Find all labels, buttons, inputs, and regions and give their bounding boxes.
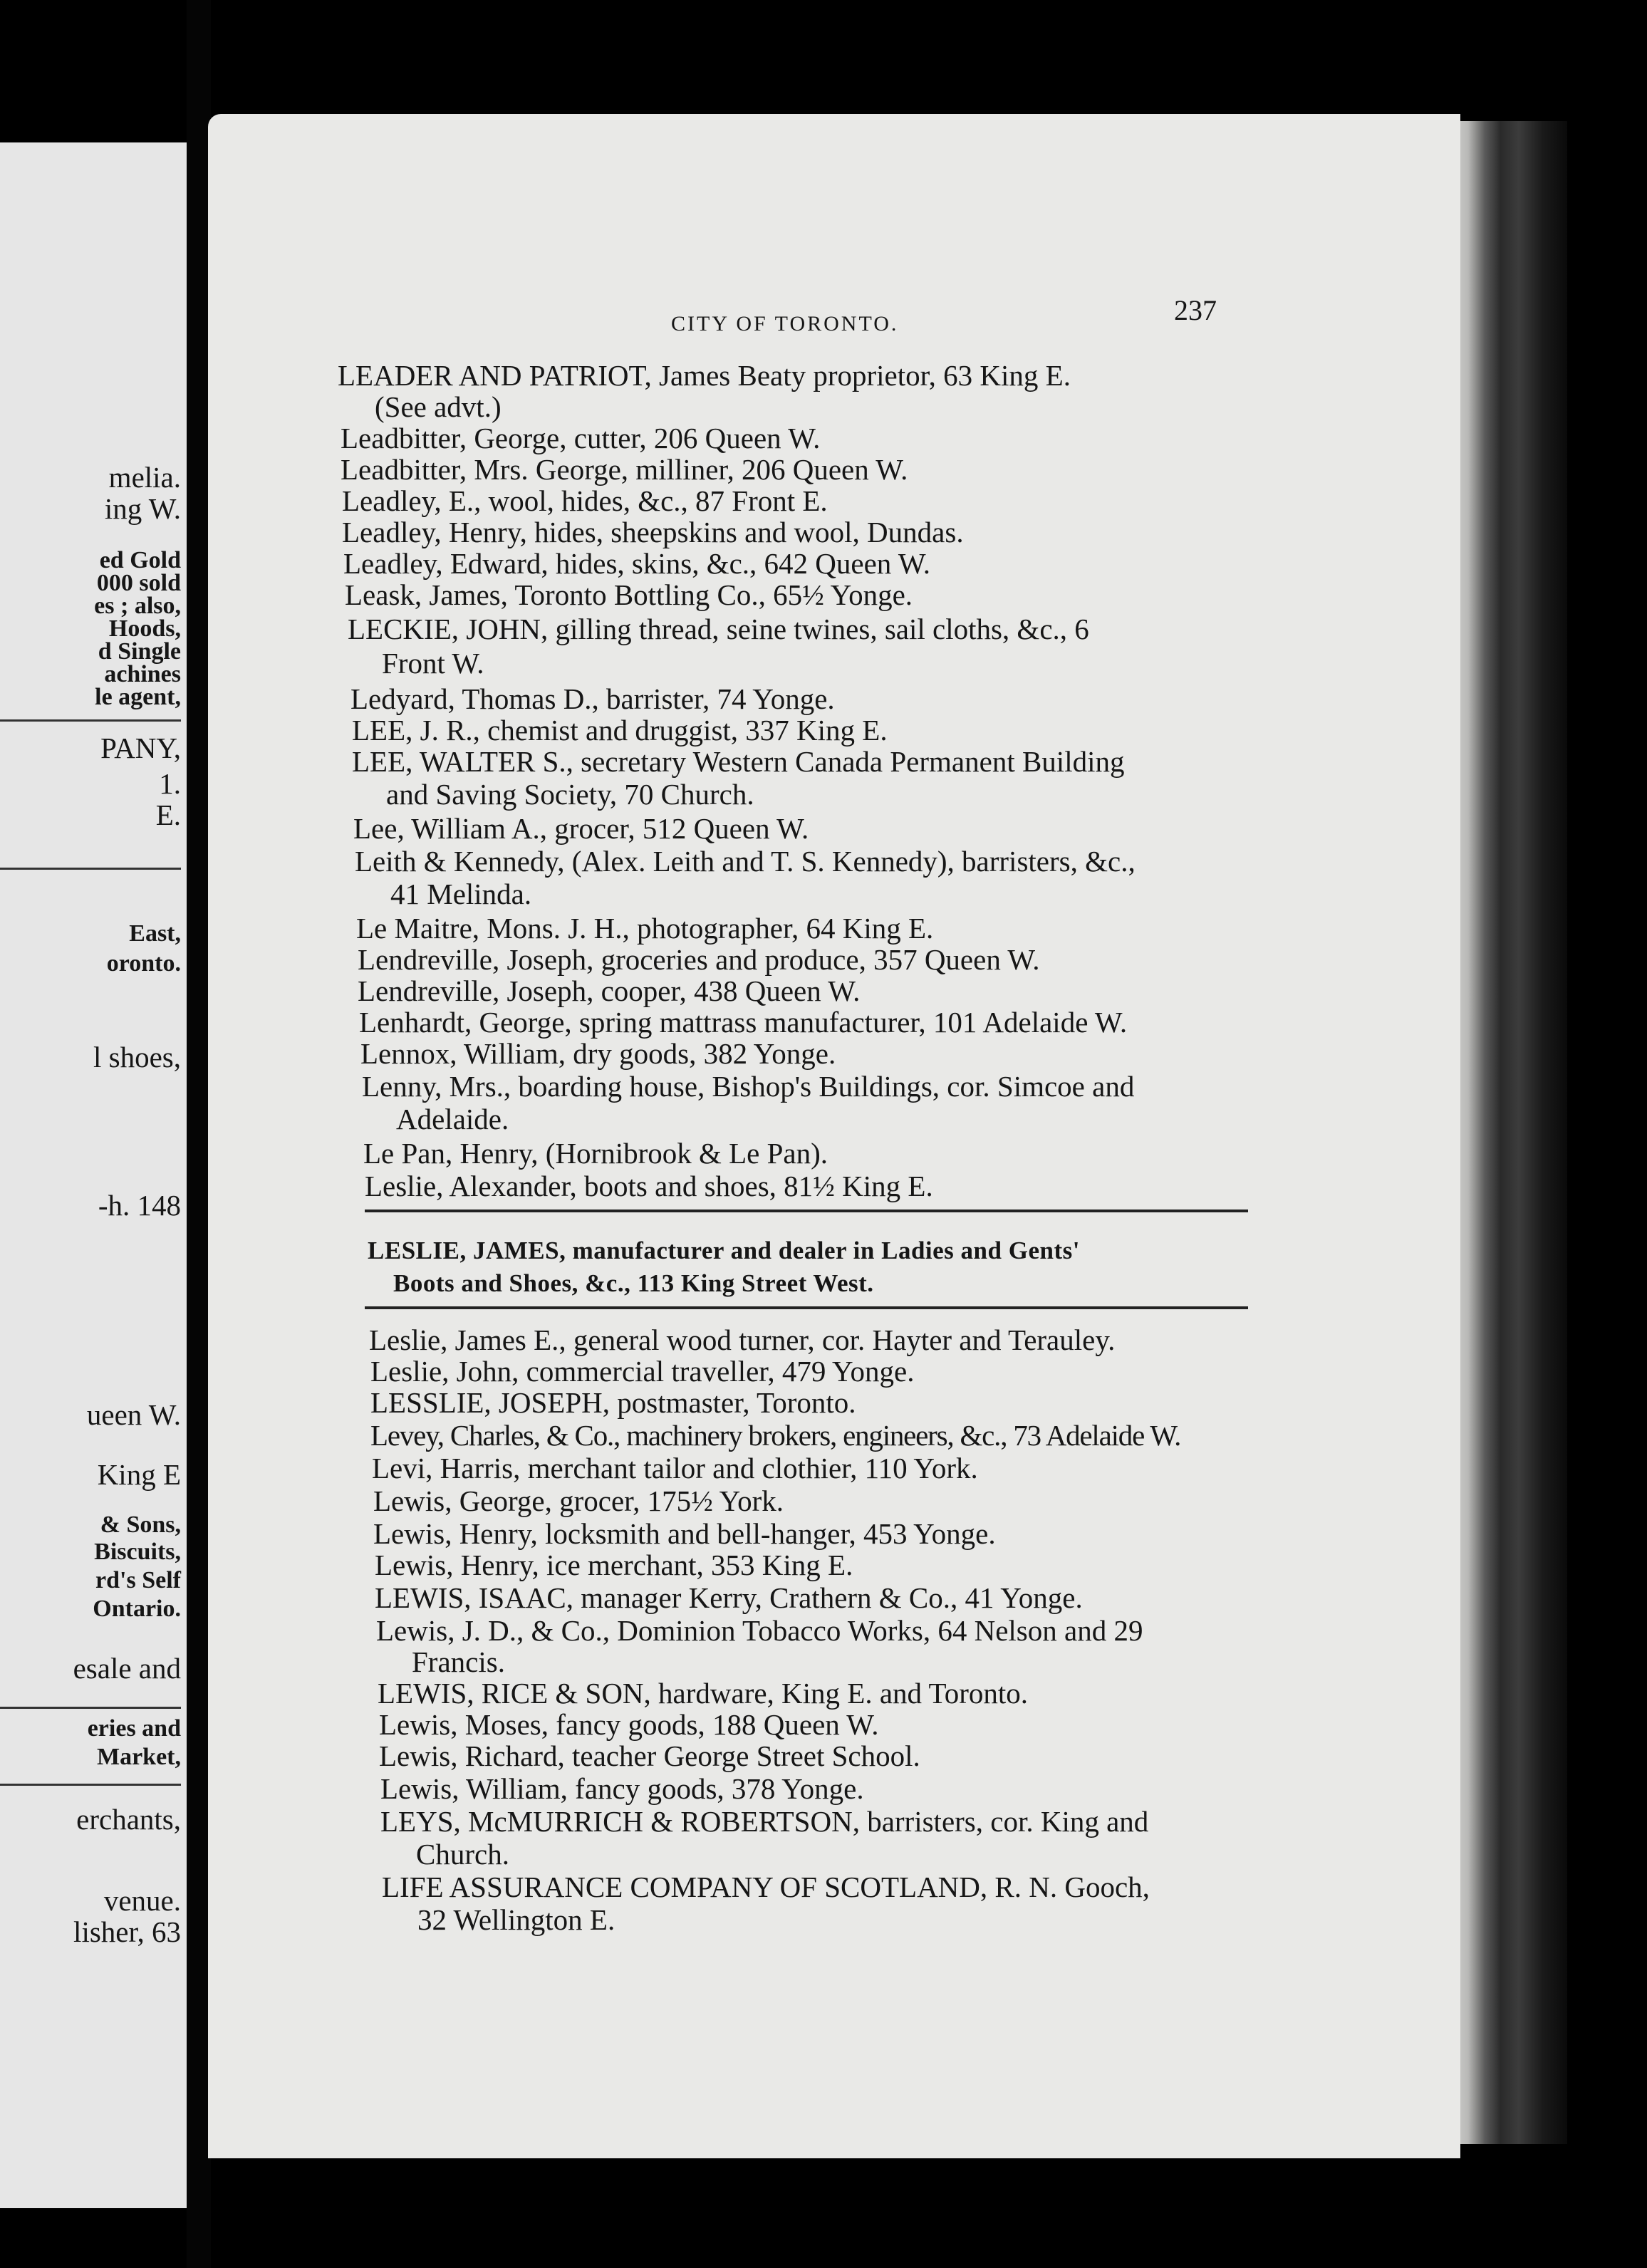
entry-continuation: 32 Wellington E. [417, 1903, 615, 1936]
ad-bottom-rule [365, 1306, 1248, 1309]
left-line: 1. [159, 767, 181, 800]
left-line: Hoods, [108, 615, 181, 642]
left-line: es ; also, [94, 593, 181, 619]
directory-entry: LEADER AND PATRIOT, James Beaty proprietor, 63 King E. [338, 359, 1071, 392]
entry-continuation: Adelaide. [396, 1103, 509, 1135]
left-line: achines [104, 661, 181, 687]
left-line: venue. [103, 1884, 181, 1917]
directory-entry: Levi, Harris, merchant tailor and clothier, 110 York. [372, 1452, 978, 1484]
directory-entry: Lewis, Henry, ice merchant, 353 King E. [375, 1549, 853, 1581]
left-line: ed Gold [99, 547, 181, 573]
directory-entry: Lee, William A., grocer, 512 Queen W. [353, 812, 809, 845]
left-divider [0, 719, 181, 722]
left-line: d Single [98, 638, 181, 665]
directory-entry: Le Maitre, Mons. J. H., photographer, 64 King E. [356, 912, 934, 945]
directory-entry: LEWIS, RICE & SON, hardware, King E. and Toronto. [378, 1677, 1029, 1710]
left-line: Biscuits, [94, 1539, 181, 1565]
left-line: Market, [96, 1744, 181, 1770]
directory-entry: Leadbitter, George, cutter, 206 Queen W. [341, 422, 821, 454]
directory-entry: Leadbitter, Mrs. George, milliner, 206 Queen W. [341, 453, 908, 486]
left-line: erchants, [76, 1803, 181, 1836]
left-line: le agent, [95, 684, 181, 710]
directory-entry: LEYS, McMURRICH & ROBERTSON, barristers, cor. King and [380, 1805, 1149, 1838]
directory-entry: Lewis, J. D., & Co., Dominion Tobacco Works, 64 Nelson and 29 [376, 1614, 1143, 1647]
directory-entry: LECKIE, JOHN, gilling thread, seine twines, sail cloths, &c., 6 [348, 613, 1089, 645]
directory-entry: Leslie, Alexander, boots and shoes, 81½ King E. [365, 1170, 933, 1202]
left-line: ueen W. [86, 1398, 181, 1431]
directory-entry: Lewis, Richard, teacher George Street School. [379, 1739, 920, 1772]
left-line: King E [97, 1458, 181, 1491]
directory-entry: Leith & Kennedy, (Alex. Leith and T. S. Kennedy), barristers, &c., [355, 845, 1136, 878]
left-line: esale and [73, 1652, 181, 1685]
left-line: melia. [108, 461, 181, 494]
left-line: E. [155, 799, 181, 831]
directory-entry: LEWIS, ISAAC, manager Kerry, Crathern & Co., 41 Yonge. [375, 1581, 1083, 1614]
left-line: eries and [87, 1715, 181, 1742]
directory-entry: LESSLIE, JOSEPH, postmaster, Toronto. [370, 1386, 856, 1419]
page-edge-shadow [1446, 121, 1567, 2144]
directory-entry: Lewis, Henry, locksmith and bell-hanger, 453 Yonge. [373, 1517, 996, 1550]
directory-entry: Lewis, Moses, fancy goods, 188 Queen W. [379, 1708, 879, 1741]
directory-entry: Lewis, George, grocer, 175½ York. [373, 1484, 784, 1517]
left-divider [0, 1707, 181, 1709]
left-line: oronto. [106, 950, 181, 977]
running-head: CITY OF TORONTO. [671, 312, 899, 335]
left-line: PANY, [100, 732, 181, 764]
left-line: lisher, 63 [73, 1915, 181, 1948]
left-line: 000 sold [96, 570, 181, 596]
left-line: l shoes, [93, 1041, 181, 1073]
directory-entry: Lewis, William, fancy goods, 378 Yonge. [380, 1772, 864, 1805]
entry-continuation: (See advt.) [375, 390, 502, 423]
directory-entry: Leslie, John, commercial traveller, 479 Yonge. [370, 1355, 915, 1388]
left-line: Ontario. [93, 1596, 181, 1622]
directory-entry: Lenhardt, George, spring mattrass manufacturer, 101 Adelaide W. [359, 1006, 1128, 1039]
left-line: East, [129, 920, 181, 947]
book-gutter [187, 0, 211, 2268]
entry-continuation: and Saving Society, 70 Church. [386, 778, 754, 811]
directory-entry: Le Pan, Henry, (Hornibrook & Le Pan). [363, 1137, 828, 1170]
directory-entry: Leask, James, Toronto Bottling Co., 65½ Yonge. [345, 578, 913, 611]
previous-page-fragment [0, 142, 195, 2208]
ad-line: LESLIE, JAMES, manufacturer and dealer in Ladies and Gents' [368, 1237, 1080, 1264]
ad-top-rule [365, 1210, 1248, 1212]
left-line: rd's Self [95, 1567, 181, 1593]
directory-entry: Lennox, William, dry goods, 382 Yonge. [360, 1037, 836, 1070]
directory-entry: Ledyard, Thomas D., barrister, 74 Yonge. [350, 682, 835, 715]
entry-continuation: Church. [416, 1838, 509, 1871]
directory-entry: Levey, Charles, & Co., machinery brokers, engineers, &c., 73 Adelaide W. [370, 1419, 1181, 1452]
page-number: 237 [1174, 294, 1217, 326]
directory-entry: Lendreville, Joseph, groceries and produce, 357 Queen W. [358, 943, 1040, 976]
left-line: & Sons, [100, 1512, 181, 1538]
directory-entry: Leslie, James E., general wood turner, cor. Hayter and Terauley. [369, 1323, 1116, 1356]
directory-entry: LIFE ASSURANCE COMPANY OF SCOTLAND, R. N. Gooch, [382, 1871, 1150, 1903]
directory-entry: Leadley, Henry, hides, sheepskins and wool, Dundas. [342, 516, 964, 548]
left-line: ing W. [104, 492, 181, 525]
directory-entry: Leadley, Edward, hides, skins, &c., 642 Queen W. [343, 547, 931, 580]
left-line: -h. 148 [98, 1189, 181, 1222]
directory-entry: Lenny, Mrs., boarding house, Bishop's Buildings, cor. Simcoe and [362, 1070, 1135, 1103]
directory-entry: LEE, WALTER S., secretary Western Canada Permanent Building [352, 745, 1125, 778]
entry-continuation: Francis. [412, 1645, 505, 1678]
left-divider [0, 868, 181, 870]
left-divider [0, 1784, 181, 1786]
directory-entry: Lendreville, Joseph, cooper, 438 Queen W. [358, 974, 861, 1007]
entry-continuation: 41 Melinda. [390, 878, 532, 910]
directory-entry: LEE, J. R., chemist and druggist, 337 King E. [352, 714, 888, 747]
ad-line: Boots and Shoes, &c., 113 King Street West. [393, 1269, 874, 1297]
directory-entry: Leadley, E., wool, hides, &c., 87 Front E. [342, 484, 828, 517]
entry-continuation: Front W. [382, 647, 484, 680]
